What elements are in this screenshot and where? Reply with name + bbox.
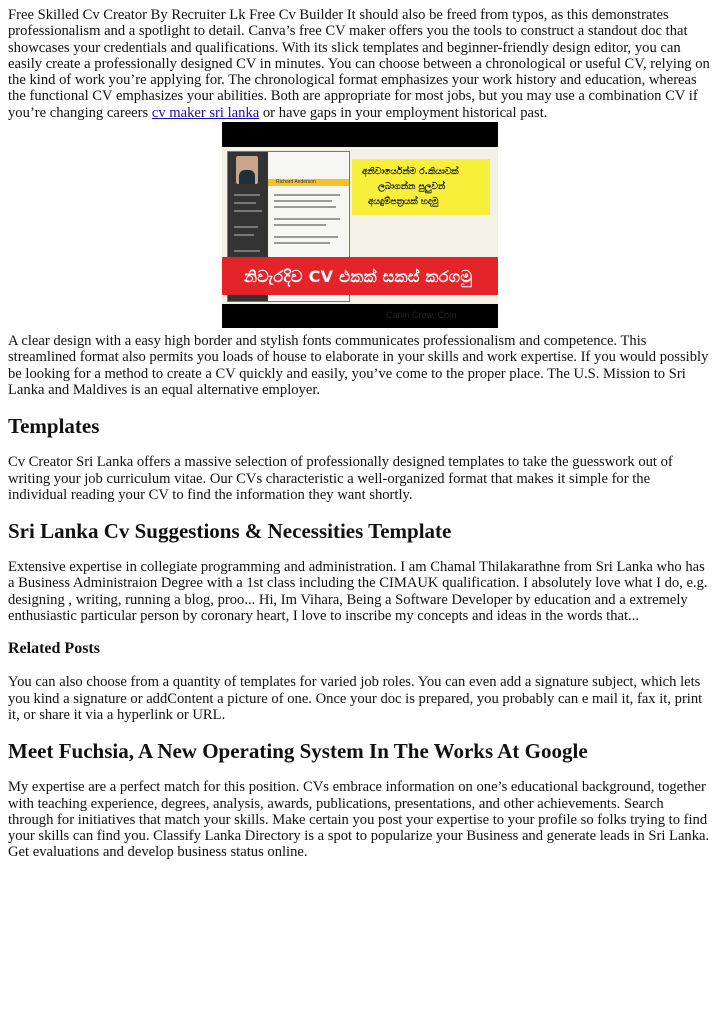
cv-body-line bbox=[274, 224, 326, 226]
cv-photo bbox=[236, 156, 258, 184]
fuchsia-paragraph: My expertise are a perfect match for this position. CVs embrace information on one’s educational background, together with teaching experience, degrees, analysis, awards, publications, presentations, and other achievements. Search through for initiatives that match your skills. Make certain you post your expertise to your profile so folks trying to find your skills can find you. Classify Lanka Directory is a spot to popularize your Business and generate leads in Sri Lanka. Get evaluations and develop business status online. bbox=[8, 779, 710, 861]
templates-paragraph: Cv Creator Sri Lanka offers a massive selection of professionally designed templates to take the guesswork out of writing your job curriculum vitae. Our CVs characteristic a well-organized format that makes it simple for the individual reading your CV to find the information they want shortly. bbox=[8, 454, 673, 503]
cv-sidebar-line bbox=[234, 234, 254, 236]
intro-paragraph bbox=[8, 7, 712, 121]
cv-body-line bbox=[274, 200, 332, 202]
cv-body-line bbox=[274, 206, 336, 208]
cv-sidebar-line bbox=[234, 250, 260, 252]
cv-body-line bbox=[274, 236, 338, 238]
heading-meet-fuchsia: Meet Fuchsia, A New Operating System In The Works At Google bbox=[8, 739, 588, 764]
paragraph-after-image: A clear design with a easy high border and stylish fonts communicates professionalism and competence. This streamlined format also permits you loads of house to elaborate in your skills and work expertise. If you would possibly be looking for a method to create a CV quickly and easily, you’ve come to the proper place. The U.S. Mission to Sri Lanka and Maldives is an equal alternative employer. bbox=[8, 333, 709, 398]
banner-credit: Cabin Crew. Com bbox=[386, 310, 457, 321]
sinhala-yellow-callout bbox=[352, 159, 490, 215]
red-headline-band bbox=[222, 257, 498, 295]
heading-sri-lanka-cv-suggestions: Sri Lanka Cv Suggestions & Necessities Template bbox=[8, 519, 452, 544]
red-headline-text: නිවැරදිව CV එකක් සකස් කරගමු bbox=[244, 267, 473, 287]
heading-templates: Templates bbox=[8, 414, 100, 439]
cv-name: Richard Anderson bbox=[276, 179, 316, 186]
banner-image-wrapper bbox=[8, 121, 712, 333]
cv-body-line bbox=[274, 242, 330, 244]
banner-image bbox=[222, 122, 498, 328]
article bbox=[8, 7, 712, 861]
callout-line-3: අයදුම්පත්‍රයක් හදමු bbox=[368, 197, 439, 208]
cv-body-line bbox=[274, 194, 340, 196]
sri-lanka-cv-paragraph: Extensive expertise in collegiate programming and administration. I am Chamal Thilakarathne from Sri Lanka who has a Business Administraion Degree with a 1st class including the CIMAUK qualification. I absolutely love what I do, e.g. designing , writing, running a blog, proo... Hi, Im Vihara, Being a Software Developer by education and a extremely enthusiastic particular person by coronary heart, I love to inscribe my concepts and ideas in the words that... bbox=[8, 559, 708, 625]
callout-line-2: ලබාගන්න පුලුවන් bbox=[378, 182, 446, 193]
intro-text-before-link: Free Skilled Cv Creator By Recruiter Lk Free Cv Builder It should also be freed from typos, as this demonstrates professionalism and a spotlight to detail. Canva’s free CV maker offers you the tools to construct a standout doc that showcases your credentials and qualifications. With its slick templates and beginner-friendly design editor, you can easily create a professionally designed CV in minutes. You can choose between a chronological or useful CV, relying on the kind of work you’re applying for. The chronological format emphasizes your work history and education, whereas the functional CV emphasizes your abilities. Both are appropriate for most jobs, but you may use a combination CV if you’re changing careers bbox=[8, 7, 710, 121]
callout-line-1: අනිවාර්යෙන්ම ර.කියාවක් bbox=[362, 167, 459, 178]
intro-text-after-link: or have gaps in your employment historical past. bbox=[259, 104, 548, 121]
related-posts-paragraph: You can also choose from a quantity of templates for varied job roles. You can even add a signature subject, which lets you kind a signature or addContent a picture of one. Once your doc is prepared, you probably can e mail it, fax it, print it, or share it via a hyperlink or URL. bbox=[8, 674, 703, 723]
cv-sidebar-line bbox=[234, 194, 260, 196]
cv-sidebar-line bbox=[234, 202, 256, 204]
cv-sidebar-line bbox=[234, 226, 258, 228]
cv-body-line bbox=[274, 218, 340, 220]
cv-maker-sri-lanka-link[interactable]: cv maker sri lanka bbox=[151, 104, 260, 121]
heading-related-posts: Related Posts bbox=[8, 640, 100, 658]
banner-frame bbox=[222, 147, 498, 321]
cv-sidebar-line bbox=[234, 210, 262, 212]
